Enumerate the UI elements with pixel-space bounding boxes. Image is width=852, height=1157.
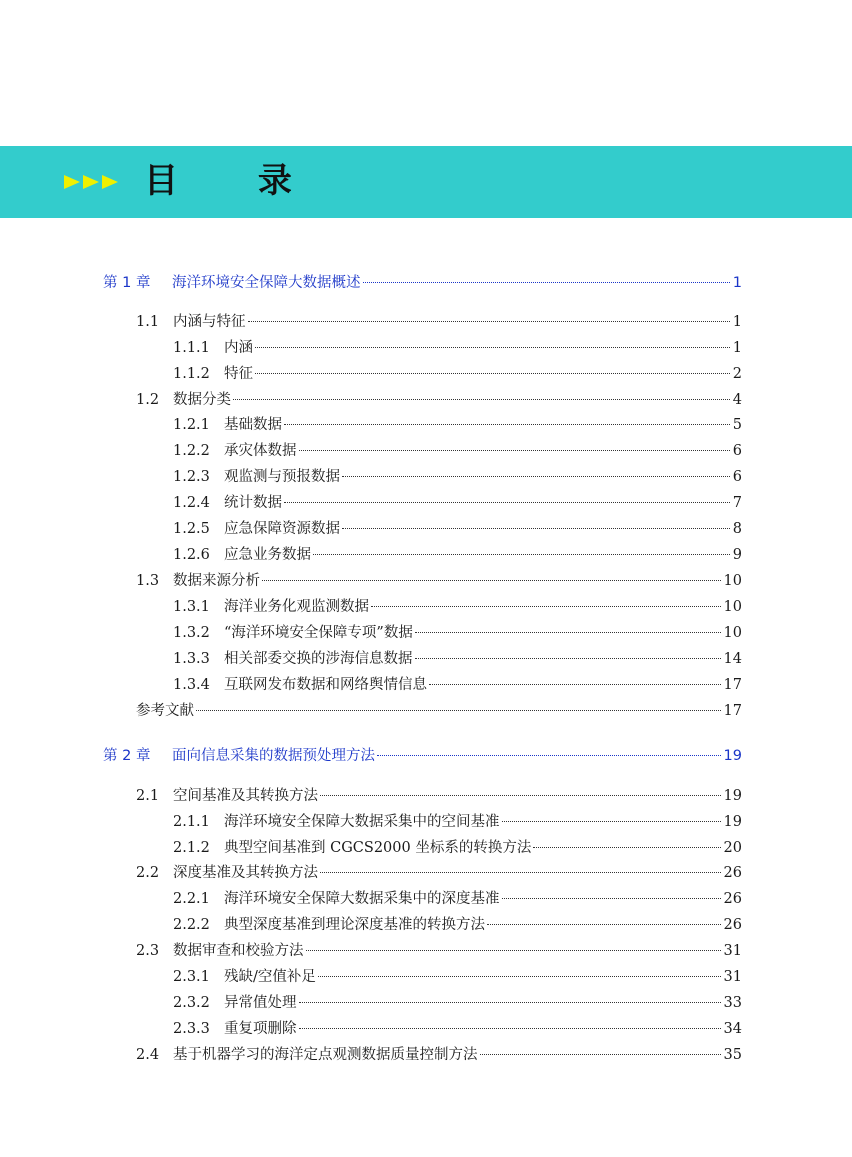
toc-entry-page-number: 35 [723, 1047, 742, 1063]
dot-leader [196, 710, 721, 711]
toc-entry[interactable] [173, 992, 742, 1014]
toc-entry-page-number: 1 [732, 314, 742, 330]
toc-entry-title: 空间基准及其转换方法 [173, 788, 318, 804]
toc-entry-page-number: 8 [732, 521, 742, 537]
dot-leader [320, 872, 721, 873]
toc-entry-title: 残缺/空值补足 [224, 969, 316, 985]
toc-entry-number: 1.2.4 [173, 495, 210, 511]
toc-entry[interactable] [173, 466, 742, 488]
toc-entry-page-number: 31 [723, 969, 742, 985]
toc-entry-title: 海洋环境安全保障大数据概述 [172, 275, 361, 291]
toc-entry-number: 1.3.4 [173, 677, 210, 693]
toc-entry-number: 2.3.2 [173, 995, 210, 1011]
dot-leader [502, 821, 721, 822]
toc-chapter-entry[interactable] [103, 272, 742, 294]
toc-entry-title: 特征 [224, 366, 253, 382]
toc-entry-number: 2.1.2 [173, 840, 210, 856]
toc-entry[interactable] [136, 700, 742, 722]
toc-entry-number: 2.4 [136, 1047, 160, 1063]
toc-entry[interactable] [173, 363, 742, 385]
toc-entry-page-number: 20 [723, 840, 742, 856]
toc-entry-title: 参考文献 [136, 703, 194, 719]
toc-entry[interactable] [173, 648, 742, 670]
arrow-icons [64, 175, 118, 189]
toc-entry-title: 海洋业务化观监测数据 [224, 599, 369, 615]
dot-leader [415, 632, 721, 633]
dot-leader [363, 282, 730, 283]
toc-entry-number: 1.1.2 [173, 366, 210, 382]
toc-entry-number: 2.3.3 [173, 1021, 210, 1037]
toc-entry-page-number: 7 [732, 495, 742, 511]
toc-entry-page-number: 19 [723, 814, 742, 830]
triangle-arrow-icon [64, 175, 80, 189]
dot-leader [342, 528, 730, 529]
dot-leader [284, 502, 730, 503]
dot-leader [248, 321, 730, 322]
toc-entry-title: 数据来源分析 [173, 573, 260, 589]
toc-entry-title: 应急保障资源数据 [224, 521, 340, 537]
dot-leader [502, 898, 721, 899]
toc-entry[interactable] [173, 811, 742, 833]
toc-entry-title: 互联网发布数据和网络舆情信息 [224, 677, 427, 693]
dot-leader [318, 976, 721, 977]
toc-entry-page-number: 34 [723, 1021, 742, 1037]
dot-leader [299, 1002, 721, 1003]
toc-entry[interactable] [136, 940, 742, 962]
toc-entry-number: 2.2.2 [173, 917, 210, 933]
toc-entry-title: 基于机器学习的海洋定点观测数据质量控制方法 [173, 1047, 478, 1063]
toc-entry[interactable] [173, 414, 742, 436]
toc-entry-title: 典型深度基准到理论深度基准的转换方法 [224, 917, 485, 933]
triangle-arrow-icon [83, 175, 99, 189]
dot-leader [262, 580, 721, 581]
toc-chapter-entry[interactable] [103, 745, 742, 767]
toc-entry-number: 1.2.2 [173, 443, 210, 459]
toc-entry-title: 相关部委交换的涉海信息数据 [224, 651, 413, 667]
toc-entry-number: 第 2 章 [103, 748, 151, 764]
toc-entry-page-number: 1 [732, 340, 742, 356]
toc-entry[interactable] [136, 311, 742, 333]
toc-entry-number: 1.2.1 [173, 417, 210, 433]
toc-entry-page-number: 9 [732, 547, 742, 563]
dot-leader [255, 347, 730, 348]
toc-entry-title: 内涵 [224, 340, 253, 356]
toc-entry-title: 数据审查和校验方法 [173, 943, 304, 959]
toc-entry-title: 面向信息采集的数据预处理方法 [172, 748, 375, 764]
dot-leader [320, 795, 721, 796]
toc-entry-title: 重复项删除 [224, 1021, 297, 1037]
triangle-arrow-icon [102, 175, 118, 189]
toc-entry-number: 1.2 [136, 392, 160, 408]
toc-entry[interactable] [173, 1018, 742, 1040]
toc-entry-page-number: 6 [732, 443, 742, 459]
toc-entry[interactable] [173, 337, 742, 359]
toc-entry-title: 统计数据 [224, 495, 282, 511]
toc-entry-page-number: 31 [723, 943, 742, 959]
toc-entry-title: 海洋环境安全保障大数据采集中的空间基准 [224, 814, 500, 830]
toc-entry[interactable] [173, 544, 742, 566]
toc-entry-page-number: 17 [723, 677, 742, 693]
toc-entry-title: 承灾体数据 [224, 443, 297, 459]
toc-entry-page-number: 19 [723, 748, 742, 764]
toc-entry-number: 1.2.6 [173, 547, 210, 563]
toc-entry-number: 2.1 [136, 788, 160, 804]
toc-entry[interactable] [173, 837, 742, 859]
dot-leader [480, 1054, 721, 1055]
toc-entry-number: 1.2.5 [173, 521, 210, 537]
toc-entry[interactable] [173, 622, 742, 644]
toc-entry-page-number: 19 [723, 788, 742, 804]
toc-entry-number: 1.3.1 [173, 599, 210, 615]
toc-entry-page-number: 17 [723, 703, 742, 719]
toc-entry-title: 海洋环境安全保障大数据采集中的深度基准 [224, 891, 500, 907]
dot-leader [377, 755, 721, 756]
toc-entry-title: 应急业务数据 [224, 547, 311, 563]
toc-entry[interactable] [173, 674, 742, 696]
toc-entry-number: 1.3.3 [173, 651, 210, 667]
page-title: 目 录 [144, 161, 326, 201]
toc-entry-page-number: 2 [732, 366, 742, 382]
toc-entry-title: 观监测与预报数据 [224, 469, 340, 485]
toc-entry-page-number: 14 [723, 651, 742, 667]
toc-entry-page-number: 33 [723, 995, 742, 1011]
toc-entry-title: 深度基准及其转换方法 [173, 865, 318, 881]
toc-entry[interactable] [136, 389, 742, 411]
toc-entry[interactable] [136, 570, 742, 592]
toc-entry[interactable] [136, 1044, 742, 1066]
toc-entry-title: 异常值处理 [224, 995, 297, 1011]
toc-entry-number: 2.3 [136, 943, 160, 959]
toc-entry-page-number: 4 [732, 392, 742, 408]
dot-leader [415, 658, 721, 659]
toc-entry[interactable] [173, 596, 742, 618]
toc-entry-number: 2.2.1 [173, 891, 210, 907]
dot-leader [233, 399, 730, 400]
toc-entry-number: 2.1.1 [173, 814, 210, 830]
toc-entry-page-number: 10 [723, 573, 742, 589]
toc-banner [0, 146, 852, 218]
toc-entry-number: 2.3.1 [173, 969, 210, 985]
dot-leader [533, 847, 720, 848]
toc-entry-page-number: 5 [732, 417, 742, 433]
toc-entry[interactable] [173, 888, 742, 910]
dot-leader [487, 924, 721, 925]
toc-entry-page-number: 26 [723, 917, 742, 933]
toc-entry-number: 2.2 [136, 865, 160, 881]
dot-leader [299, 450, 730, 451]
toc-entry[interactable] [173, 440, 742, 462]
dot-leader [342, 476, 730, 477]
toc-entry[interactable] [173, 518, 742, 540]
dot-leader [255, 373, 730, 374]
toc-entry-page-number: 26 [723, 891, 742, 907]
toc-entry-title: 典型空间基准到 CGCS2000 坐标系的转换方法 [224, 840, 532, 856]
toc-entry[interactable] [136, 862, 742, 884]
dot-leader [371, 606, 721, 607]
toc-entry-number: 1.1.1 [173, 340, 210, 356]
dot-leader [429, 684, 721, 685]
toc-entry-number: 1.3 [136, 573, 160, 589]
dot-leader [306, 950, 721, 951]
toc-entry-title: 内涵与特征 [173, 314, 246, 330]
toc-entry-title: “海洋环境安全保障专项”数据 [224, 625, 413, 641]
dot-leader [284, 424, 730, 425]
toc-entry-number: 第 1 章 [103, 275, 151, 291]
toc-entry-number: 1.1 [136, 314, 160, 330]
toc-entry-number: 1.2.3 [173, 469, 210, 485]
toc-entry-number: 1.3.2 [173, 625, 210, 641]
toc-entry-title: 数据分类 [173, 392, 231, 408]
toc-entry-title: 基础数据 [224, 417, 282, 433]
toc-entry-page-number: 26 [723, 865, 742, 881]
toc-entry-page-number: 6 [732, 469, 742, 485]
toc-entry-page-number: 1 [732, 275, 742, 291]
toc-entry-page-number: 10 [723, 599, 742, 615]
toc-entry[interactable] [173, 492, 742, 514]
toc-entry[interactable] [136, 785, 742, 807]
dot-leader [299, 1028, 721, 1029]
dot-leader [313, 554, 730, 555]
toc-entry-page-number: 10 [723, 625, 742, 641]
toc-entry[interactable] [173, 914, 742, 936]
toc-entry[interactable] [173, 966, 742, 988]
